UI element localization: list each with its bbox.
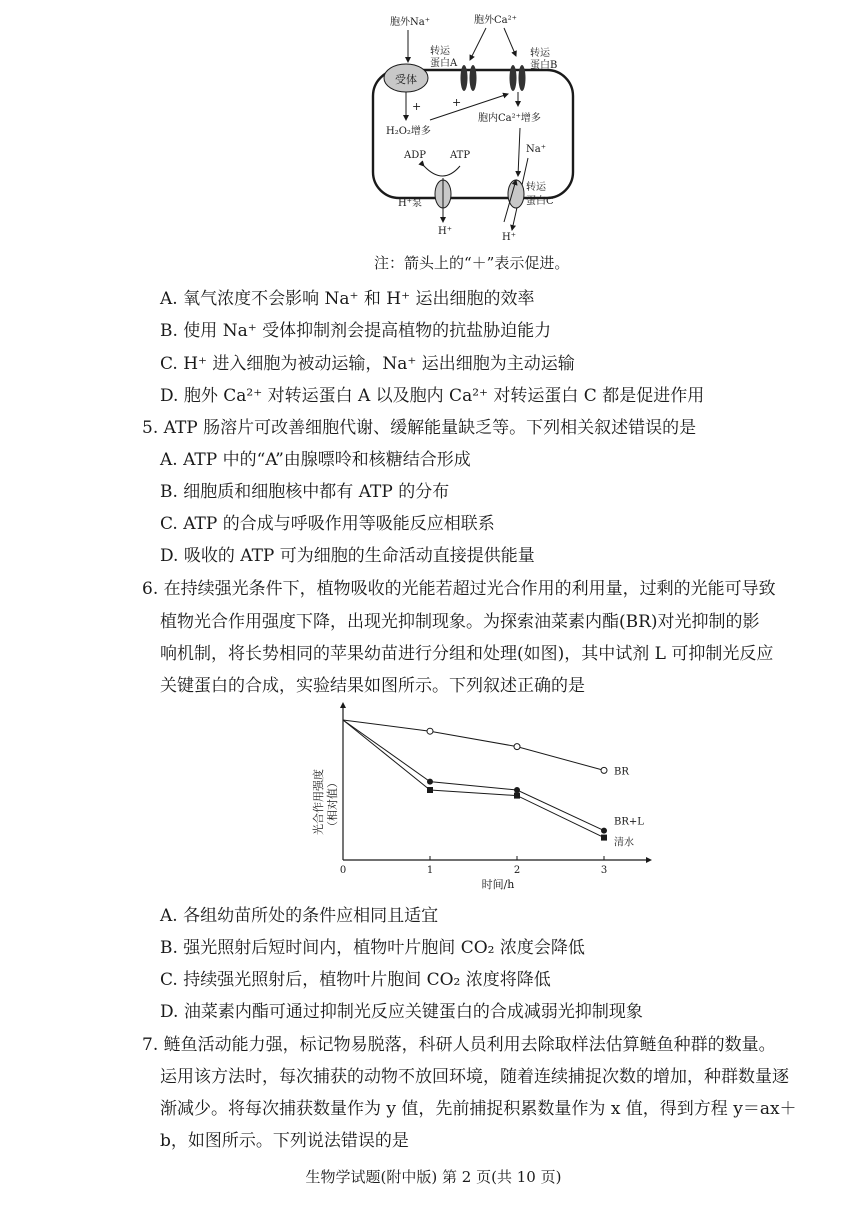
transporter-a-label-1: 转运 [430, 46, 450, 57]
photosynthesis-line-chart [300, 700, 660, 900]
data-point [601, 835, 607, 841]
data-point [427, 728, 433, 734]
q6-option-c: C. 持续强光照射后，植物叶片胞间 CO₂ 浓度将降低 [160, 970, 551, 990]
series-label: BR+L [614, 816, 644, 828]
series-label: 清水 [614, 837, 634, 849]
transporter-a-label-2: 蛋白A [430, 58, 458, 69]
transporter-b-shape [510, 65, 517, 91]
q5-stem: 5. ATP 肠溶片可改善细胞代谢、缓解能量缺乏等。下列相关叙述错误的是 [142, 418, 697, 438]
x-tick-label: 2 [513, 865, 521, 876]
receptor-label: 受体 [395, 73, 417, 86]
q6-option-d: D. 油菜素内酯可通过抑制光反应关键蛋白的合成减弱光抑制现象 [160, 1002, 643, 1022]
q6-stem-line-2: 植物光合作用强度下降，出现光抑制现象。为探索油菜素内酯(BR)对光抑制的影 [160, 612, 760, 632]
data-point [427, 787, 433, 793]
q6-option-b: B. 强光照射后短时间内，植物叶片胞间 CO₂ 浓度会降低 [160, 938, 585, 958]
chart-ylabel-line-2: （相对值） [326, 777, 339, 832]
y-axis-arrow [340, 702, 346, 708]
transporter-b-shape-2 [519, 65, 526, 91]
adp-label: ADP [404, 150, 426, 161]
transporter-c-label-2: 蛋白C [526, 196, 554, 207]
chart-ylabel-line-1: 光合作用强度 [312, 769, 325, 835]
q4-option-c: C. H⁺ 进入细胞为被动运输，Na⁺ 运出细胞为主动运输 [160, 354, 575, 374]
x-axis-arrow [646, 857, 652, 863]
q6-option-a: A. 各组幼苗所处的条件应相同且适宜 [160, 906, 439, 926]
q5-option-c: C. ATP 的合成与呼吸作用等吸能反应相联系 [160, 514, 495, 534]
series-line [343, 720, 604, 770]
h-out-label-1: H⁺ [438, 226, 452, 237]
x-tick-label: 3 [600, 865, 608, 876]
series-line [343, 720, 604, 838]
data-point [514, 744, 520, 750]
x-tick-label: 1 [426, 865, 434, 876]
transporter-a-shape [461, 65, 468, 91]
diagram-note: 注：箭头上的“＋”表示促进。 [374, 254, 570, 272]
h-pump-label: H⁺泵 [398, 198, 422, 209]
series-label: BR [614, 766, 629, 778]
q6-stem-line-3: 响机制，将长势相同的苹果幼苗进行分组和处理(如图)，其中试剂 L 可抑制光反应 [160, 644, 774, 664]
q6-stem-line-1: 6. 在持续强光条件下，植物吸收的光能若超过光合作用的利用量，过剩的光能可导致 [142, 579, 776, 599]
transporter-c-shape [508, 180, 524, 208]
transporter-b-label-2: 蛋白B [530, 60, 558, 71]
q6-stem-line-4: 关键蛋白的合成，实验结果如图所示。下列叙述正确的是 [160, 676, 585, 696]
data-point [514, 793, 520, 799]
inside-ca-label: 胞内Ca²⁺增多 [478, 113, 541, 124]
chart-xlabel: 时间/h [481, 878, 515, 891]
h2o2-label: H₂O₂增多 [386, 126, 431, 137]
q5-option-d: D. 吸收的 ATP 可为细胞的生命活动直接提供能量 [160, 546, 535, 566]
transporter-a-shape-2 [470, 65, 477, 91]
x-tick-label: 0 [339, 865, 347, 876]
q7-stem-line-2: 运用该方法时，每次捕获的动物不放回环境，随着连续捕捉次数的增加，种群数量逐 [160, 1067, 789, 1087]
outside-ca-label: 胞外Ca²⁺ [474, 15, 517, 26]
data-point [601, 767, 607, 773]
data-point [427, 779, 433, 785]
page-footer: 生物学试题(附中版) 第 2 页(共 10 页) [305, 1168, 562, 1186]
data-point [514, 787, 520, 793]
q7-stem-line-3: 渐减少。将每次捕获数量作为 y 值，先前捕捉积累数量作为 x 值，得到方程 y＝ax＋ [160, 1099, 797, 1119]
q4-option-d: D. 胞外 Ca²⁺ 对转运蛋白 A 以及胞内 Ca²⁺ 对转运蛋白 C 都是促进作用 [160, 386, 705, 406]
plus-sign-2: + [452, 96, 462, 109]
outside-na-label: 胞外Na⁺ [390, 17, 430, 28]
q7-stem-line-1: 7. 鲢鱼活动能力强，标记物易脱落，科研人员利用去除取样法估算鲢鱼种群的数量。 [142, 1035, 776, 1055]
ion-transport-diagram [360, 8, 590, 248]
q5-option-b: B. 细胞质和细胞核中都有 ATP 的分布 [160, 482, 450, 502]
transporter-c-label-1: 转运 [526, 182, 546, 193]
data-point [601, 828, 607, 834]
q4-option-a: A. 氧气浓度不会影响 Na⁺ 和 H⁺ 运出细胞的效率 [160, 289, 535, 309]
plus-sign-1: + [412, 100, 422, 113]
na-inside-label: Na⁺ [526, 144, 546, 155]
q5-option-a: A. ATP 中的“A”由腺嘌呤和核糖结合形成 [160, 450, 471, 470]
atp-label: ATP [450, 150, 471, 161]
series-line [343, 720, 604, 831]
q4-option-b: B. 使用 Na⁺ 受体抑制剂会提高植物的抗盐胁迫能力 [160, 321, 552, 341]
h-out-label-2: H⁺ [502, 232, 516, 243]
transporter-b-label-1: 转运 [530, 48, 550, 59]
q7-stem-line-4: b，如图所示。下列说法错误的是 [160, 1131, 409, 1151]
